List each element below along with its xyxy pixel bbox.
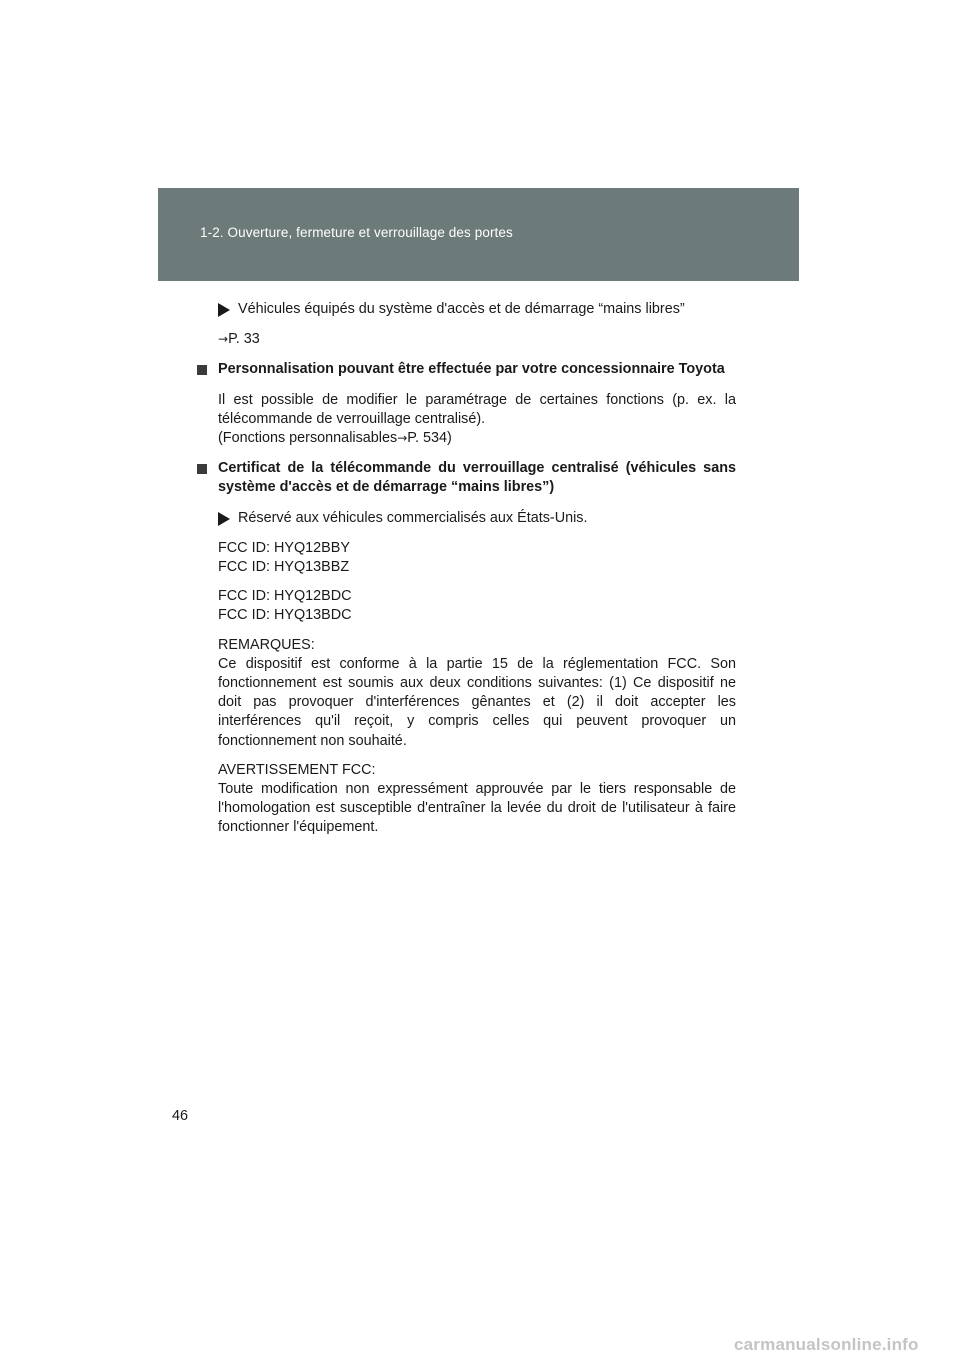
- fcc-id-line: FCC ID: HYQ13BDC: [218, 607, 352, 624]
- customization-reference-page: P. 534): [407, 430, 452, 447]
- customization-reference-prefix: (Fonctions personnalisables: [218, 430, 398, 447]
- fcc-id-line: FCC ID: HYQ12BDC: [218, 588, 352, 605]
- fcc-id-line: FCC ID: HYQ13BBZ: [218, 559, 350, 576]
- square-bullet-icon: [197, 365, 207, 375]
- customization-reference: [218, 429, 736, 448]
- fcc-warning-label: AVERTISSEMENT FCC:: [218, 761, 376, 778]
- keyless-reference: [218, 330, 736, 349]
- square-bullet-icon: [197, 464, 207, 474]
- customization-text: Il est possible de modifier le paramétrage de certaines fonctions (p. ex. la télécommande de verrouillage centralisé).: [218, 391, 736, 427]
- arrow-right-icon: →: [397, 431, 408, 446]
- us-only-note: [218, 509, 736, 528]
- triangle-right-icon: [218, 303, 230, 317]
- section-heading-certificate: [218, 459, 736, 497]
- chapter-header-band: [158, 188, 799, 281]
- page-content: [218, 300, 736, 838]
- keyless-reference-page: P. 33: [228, 331, 260, 348]
- triangle-right-icon: [218, 512, 230, 526]
- section-heading-certificate-text: Certificat de la télécommande du verrouillage centralisé (véhicules sans système d'accès et de démarrage “mains libres”): [218, 460, 736, 496]
- arrow-right-icon: →: [218, 332, 229, 347]
- remarks-label: REMARQUES:: [218, 636, 315, 653]
- fcc-id-line: FCC ID: HYQ12BBY: [218, 539, 350, 556]
- us-only-note-text: Réservé aux véhicules commercialisés aux États-Unis.: [238, 509, 588, 526]
- watermark-logo: carmanualsonline.info: [734, 1335, 919, 1354]
- page-number: 46: [172, 1108, 189, 1124]
- section-heading-customization: [218, 360, 736, 379]
- keyless-note-text: Véhicules équipés du système d'accès et de démarrage “mains libres”: [238, 301, 685, 317]
- fcc-warning-text: Toute modification non expressément approuvée par le tiers responsable de l'homologation est susceptible d'entraîner la levée du droit de l'utilisateur à faire fonctionner l'équipement.: [218, 781, 736, 836]
- keyless-note: [218, 300, 736, 319]
- chapter-title: 1-2. Ouverture, fermeture et verrouillage des portes: [200, 225, 513, 240]
- section-heading-customization-text: Personnalisation pouvant être effectuée par votre concessionnaire Toyota: [218, 361, 725, 378]
- remarks-text: Ce dispositif est conforme à la partie 15 de la réglementation FCC. Son fonctionnement est soumis aux deux conditions suivantes: (1) Ce dispositif ne doit pas provoquer d'interférences gênantes et (2) il doit accepter les interférences qu'il reçoit, y compris celles qui peuvent provoquer un fonctionnement non souhaité.: [218, 655, 736, 749]
